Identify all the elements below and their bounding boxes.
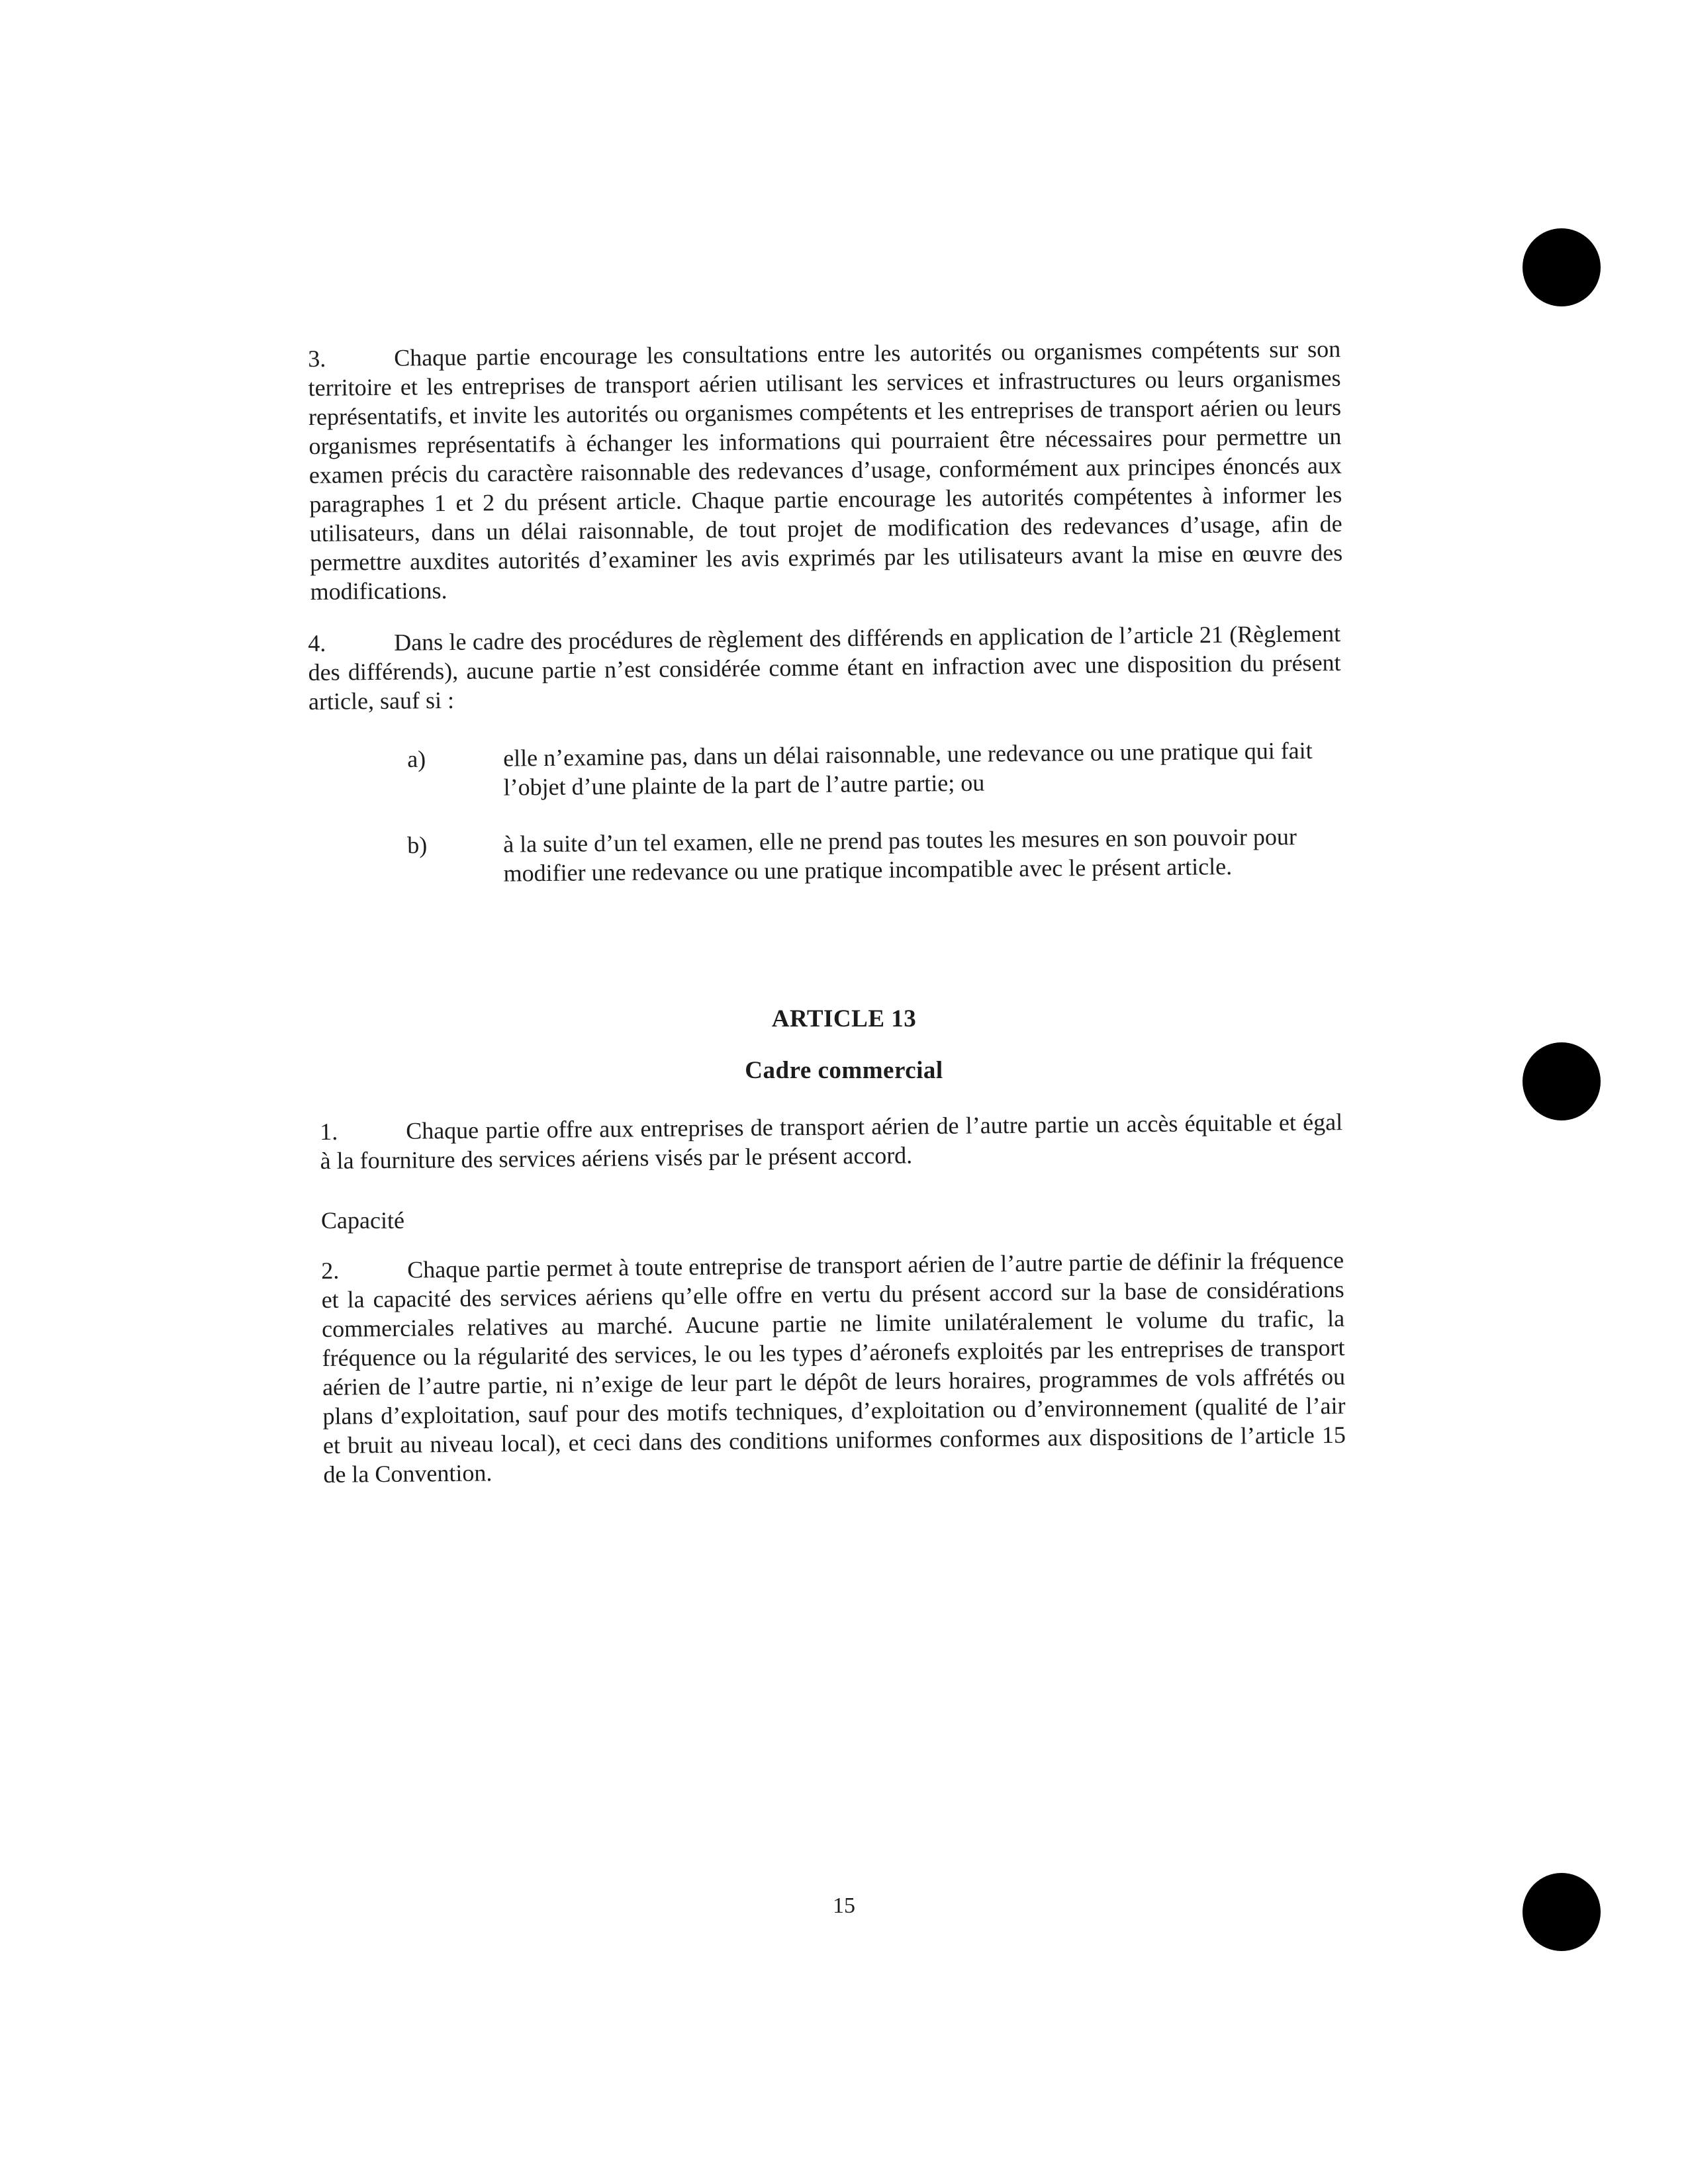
page-number: 15 [833, 1893, 855, 1918]
article-subheading: Cadre commercial [745, 1057, 943, 1084]
list-item-text: à la suite d’un tel examen, elle ne prend pas toutes les mesures en son pouvoir pour modifier une redevance ou une pratique incompatible avec le présent article. [503, 823, 1297, 887]
paragraph-text: Chaque partie permet à toute entreprise de transport aérien de l’autre partie de définir la fréquence et la capacité des services aériens qu’elle offre en vertu du présent accord sur la base de considérations commerciales relatives au marché. Aucune partie ne limite unilatéralement le volume du trafic, la fréquence ou la régularité des services, le ou les types d’aéronefs exploités par les entreprises de transport aérien de l’autre partie, ni n’exige de leur part le dépôt de leurs horaires, programmes de vols affrétés ou plans d’exploitation, sauf pour des motifs techniques, d’exploitation ou d’environnement (qualité de l’air et bruit au niveau local), et ceci dans des conditions uniformes conformes aux dispositions de l’article 15 de la Convention. [321, 1246, 1346, 1488]
paragraph-number: 1. [320, 1118, 338, 1145]
paragraph-number: 2. [321, 1257, 340, 1284]
paragraph-text: Dans le cadre des procédures de règlement des différends en application de l’article 21 (Règlement des différends), aucune partie n’est considérée comme étant en infraction avec une disposition du présent article, sauf si : [308, 620, 1341, 715]
punch-hole [1523, 228, 1601, 306]
capacity-heading: Capacité [321, 1207, 404, 1234]
paragraph-text: Chaque partie encourage les consultations entre les autorités ou organismes compétents sur son territoire et les entreprises de transport aérien utilisant les services et infrastructures ou leurs organismes représentatifs, et invite les autorités ou organismes compétents et les entreprises de transport aérien ou leurs organismes représentatifs à échanger les informations qui pourraient être nécessaires pour permettre un examen précis du caractère raisonnable des redevances d’usage, conformément aux principes énoncés aux paragraphes 1 et 2 du présent article. Chaque partie encourage les autorités compétentes à informer les utilisateurs, dans un délai raisonnable, de tout projet de modification des redevances d’usage, afin de permettre auxdites autorités d’examiner les avis exprimés par les utilisateurs avant la mise en œuvre des modifications. [308, 336, 1343, 605]
article-heading: ARTICLE 13 [771, 1005, 917, 1032]
paragraph-number: 4. [308, 629, 326, 657]
paragraph-text: Chaque partie offre aux entreprises de transport aérien de l’autre partie un accès équitable et égal à la fourniture des services aériens visés par le présent accord. [320, 1109, 1343, 1174]
paragraph-number: 3. [308, 345, 326, 372]
list-item-label: a) [407, 745, 426, 772]
paragraph-3 [308, 334, 1343, 606]
article-13-paragraph-2 [321, 1246, 1346, 1489]
article-13-paragraph-1 [320, 1107, 1343, 1175]
list-item-text: elle n’examine pas, dans un délai raisonnable, une redevance ou une pratique qui fait l’objet d’une plainte de la part de l’autre partie; ou [503, 737, 1313, 801]
list-item-label: b) [407, 831, 428, 858]
paragraph-4 [308, 619, 1341, 716]
list-item [407, 735, 1341, 811]
list-item [407, 821, 1341, 930]
